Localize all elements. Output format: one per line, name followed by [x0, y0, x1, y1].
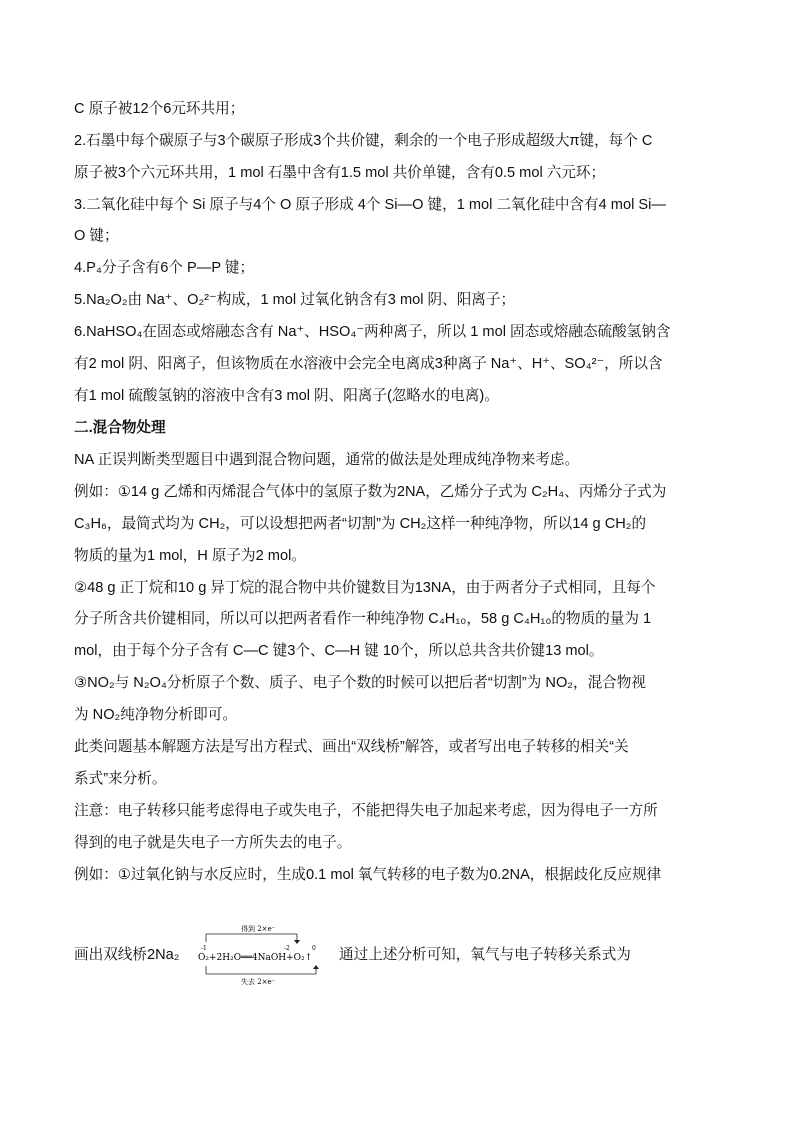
equation-formula: O₂+2H₂O══4NaOH+O₂↑ [198, 953, 313, 963]
text-line-3: 原子被3个六元环共用，1 mol 石墨中含有1.5 mol 共价单键，含有0.5 mol 六元环； [74, 165, 606, 181]
text-line-13: 例如：①14 g 乙烯和丙烯混合气体中的氢原子数为2NA，乙烯分子式为 C₂H₄、丙烯分子式为 [74, 484, 667, 500]
text-line-24: 得到的电子就是失电子一方所失去的电子。 [74, 835, 352, 851]
text-line-4: 3.二氧化硅中每个 Si 原子与4个 O 原子形成 4个 Si—O 键，1 mol 二氧化硅中含有4 mol Si— [74, 197, 666, 213]
text-line-18: mol，由于每个分子含有 C—C 键3个、C—H 键 10个，所以总共含共价键13 mol。 [74, 643, 604, 659]
text-line-16: ②48 g 正丁烷和10 g 异丁烷的混合物中共价键数目为13NA，由于两者分子式相同，且每个 [74, 580, 656, 596]
text-line-19: ③NO₂与 N₂O₄分析原子个数、质子、电子个数的时候可以把后者“切割”为 NO₂，混合物视 [74, 675, 646, 691]
text-line-7: 5.Na₂O₂由 Na⁺、O₂²⁻构成，1 mol 过氧化钠含有3 mol 阴、阳离子； [74, 292, 516, 308]
text-line-21: 此类问题基本解题方法是写出方程式、画出“双线桥”解答，或者写出电子转移的相关“关 [74, 739, 629, 755]
text-line-25: 例如：①过氧化钠与水反应时，生成0.1 mol 氧气转移的电子数为0.2NA，根据歧化反应规律 [74, 867, 662, 883]
lose-electrons-label: 失去 2×e⁻ [241, 978, 276, 986]
charge-mid: -2 [284, 945, 290, 952]
text-line-23: 注意：电子转移只能考虑得电子或失电子，不能把得失电子加起来考虑，因为得电子一方所 [74, 803, 658, 819]
last-line-prefix: 画出双线桥2Na₂ [74, 947, 180, 963]
charge-left: -1 [201, 945, 207, 952]
charge-right: 0 [312, 945, 316, 952]
text-line-6: 4.P₄分子含有6个 P—P 键； [74, 260, 255, 276]
text-line-1: C 原子被12个6元环共用； [74, 101, 245, 117]
text-line-8: 6.NaHSO₄在固态或熔融态含有 Na⁺、HSO₄⁻两种离子，所以 1 mol 固态或熔融态硫酸氢钠含 [74, 324, 671, 340]
text-line-10: 有1 mol 硫酸氢钠的溶液中含有3 mol 阴、阳离子(忽略水的电离)。 [74, 388, 499, 404]
text-line-17: 分子所含共价键相同，所以可以把两者看作一种纯净物 C₄H₁₀，58 g C₄H₁₀的物质的量为 1 [74, 611, 652, 627]
text-line-2: 2.石墨中每个碳原子与3个碳原子形成3个共价键，剩余的一个电子形成超级大π键，每个 C [74, 133, 653, 149]
text-line-14: C₃H₆，最简式均为 CH₂，可以设想把两者“切割”为 CH₂这样一种纯净物，所以14 g CH₂的 [74, 516, 647, 532]
double-bridge-equation [196, 922, 336, 987]
text-line-20: 为 NO₂纯净物分析即可。 [74, 707, 237, 723]
text-line-5: O 键； [74, 228, 119, 244]
gain-electrons-label: 得到 2×e⁻ [241, 925, 276, 933]
text-line-9: 有2 mol 阴、阳离子，但该物质在水溶液中会完全电离成3种离子 Na⁺、H⁺、SO₄²⁻，所以含 [74, 356, 663, 372]
text-line-15: 物质的量为1 mol，H 原子为2 mol。 [74, 548, 306, 564]
section-heading: 二.混合物处理 [74, 420, 166, 436]
text-line-12: NA 正误判断类型题目中遇到混合物问题，通常的做法是处理成纯净物来考虑。 [74, 452, 580, 468]
text-line-22: 系式”来分析。 [74, 771, 167, 787]
last-line-suffix: 通过上述分析可知，氧气与电子转移关系式为 [339, 947, 631, 963]
